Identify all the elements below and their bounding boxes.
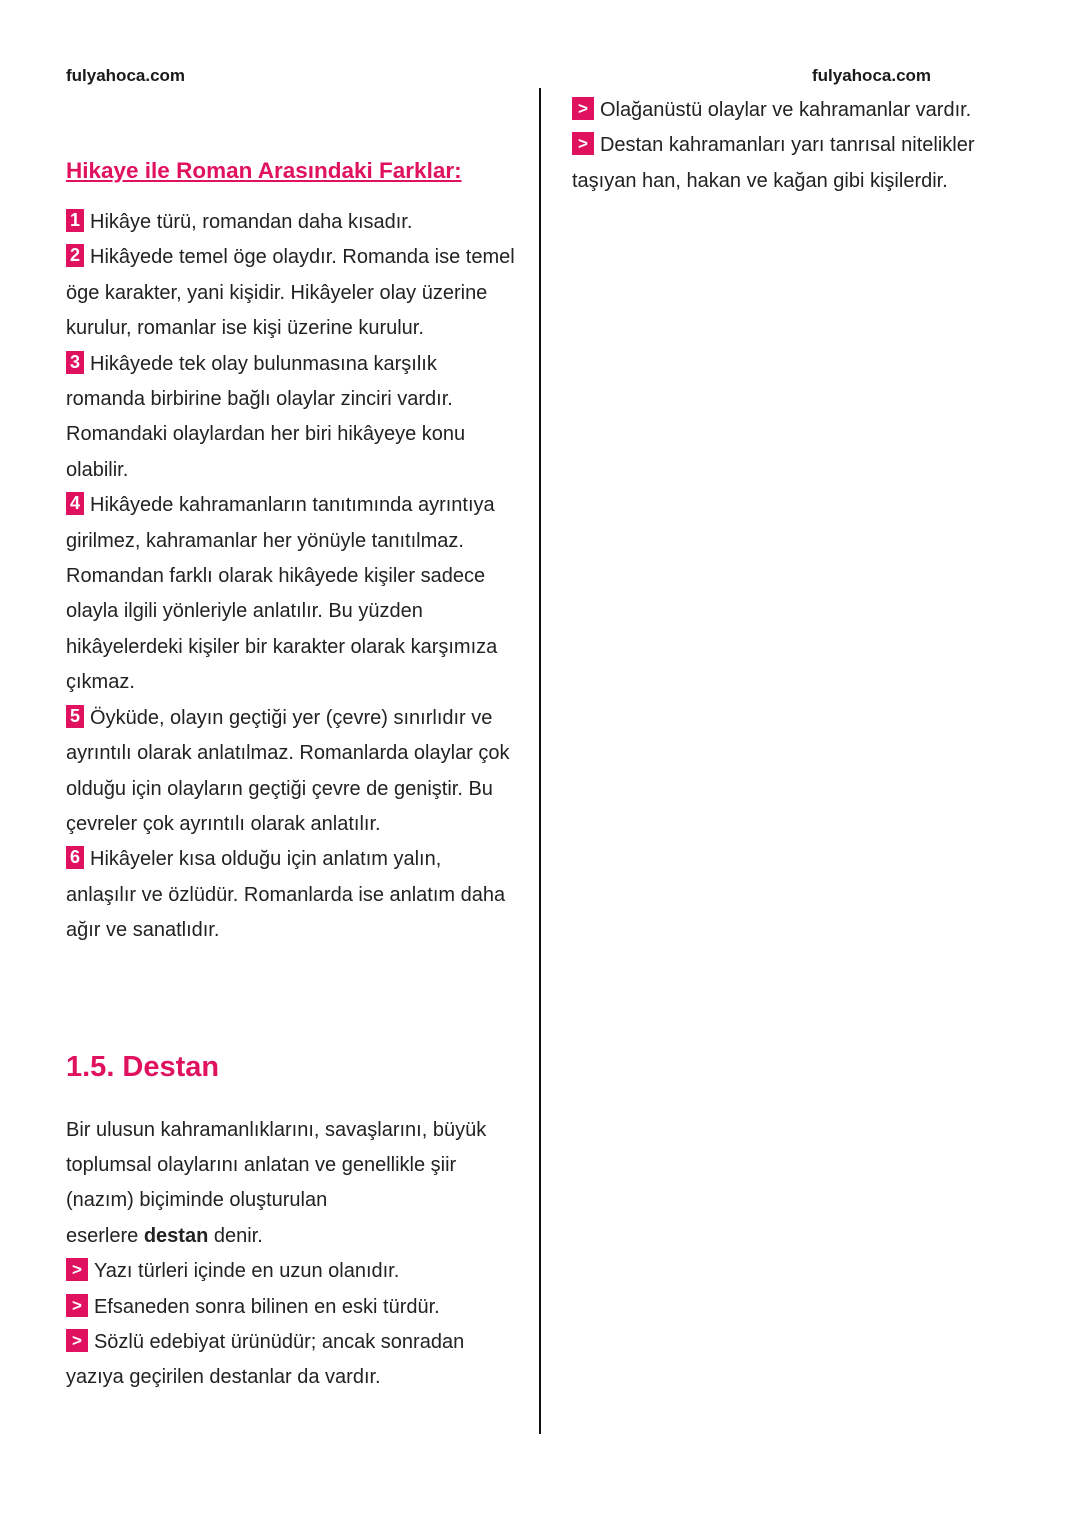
column-divider xyxy=(539,88,541,1434)
left-column xyxy=(66,153,516,1396)
right-column xyxy=(572,93,1012,199)
destan-bullet-2 xyxy=(66,1290,516,1325)
number-badge: 6 xyxy=(66,846,84,869)
number-badge: 5 xyxy=(66,705,84,728)
number-badge: 2 xyxy=(66,244,84,267)
number-badge: 1 xyxy=(66,209,84,232)
bullet-text: Efsaneden sonra bilinen en eski türdür. xyxy=(93,1295,440,1318)
arrow-badge-icon: > xyxy=(66,1258,88,1281)
destan-bullet-1 xyxy=(66,1254,516,1289)
difference-item-3 xyxy=(66,347,516,489)
arrow-badge-icon: > xyxy=(572,132,594,155)
definition-text-2: eserlere xyxy=(66,1224,139,1247)
difference-item-2 xyxy=(66,240,516,346)
arrow-badge-icon: > xyxy=(66,1294,88,1317)
differences-heading: Hikaye ile Roman Arasındaki Farklar: xyxy=(66,158,462,183)
bullet-text: Yazı türleri içinde en uzun olanıdır. xyxy=(93,1260,400,1283)
destan-bullet-3 xyxy=(66,1325,516,1396)
item-text: Hikâye türü, romandan daha kısadır. xyxy=(90,211,413,233)
section-title-destan: 1.5. Destan xyxy=(66,1050,220,1083)
number-badge: 3 xyxy=(66,351,84,374)
difference-item-1 xyxy=(66,205,516,240)
arrow-badge-icon: > xyxy=(572,97,594,120)
item-text: Hikâyede temel öge olaydır. Romanda ise temel öge karakter, yani kişidir. Hikâyeler olay üzerine kurulur, romanlar ise kişi üzerine kurulur. xyxy=(66,246,515,340)
item-text: Öyküde, olayın geçtiği yer (çevre) sınırlıdır ve ayrıntılı olarak anlatılmaz. Romanlarda olaylar çok olduğu için olayların geçtiği çevre de geniştir. Bu çevreler çok ayrıntılı olarak anlatılır. xyxy=(66,706,510,835)
definition-term: destan xyxy=(143,1224,209,1247)
arrow-badge-icon: > xyxy=(66,1329,88,1352)
destan-definition xyxy=(66,1113,516,1255)
bullet-text: Sözlü edebiyat ürünüdür; ancak sonradan yazıya geçirilen destanlar da vardır. xyxy=(66,1330,465,1389)
item-text: Hikâyeler kısa olduğu için anlatım yalın, anlaşılır ve özlüdür. Romanlarda ise anlatım daha ağır ve sanatlıdır. xyxy=(66,848,506,942)
site-name-right: fulyahoca.com xyxy=(812,66,932,85)
bullet-text: Destan kahramanları yarı tanrısal nitelikler taşıyan han, hakan ve kağan gibi kişilerdir. xyxy=(572,134,975,192)
number-badge: 4 xyxy=(66,492,84,515)
difference-item-6 xyxy=(66,842,516,948)
bullet-text: Olağanüstü olaylar ve kahramanlar vardır. xyxy=(599,99,972,121)
difference-item-4 xyxy=(66,488,516,700)
definition-text: Bir ulusun kahramanlıklarını, savaşlarını, büyük toplumsal olaylarını anlatan ve genellikle şiir (nazım) biçiminde oluşturulan xyxy=(66,1118,487,1212)
destan-bullet-5 xyxy=(572,128,1012,199)
site-name-left: fulyahoca.com xyxy=(66,66,186,85)
item-text: Hikâyede tek olay bulunmasına karşılık romanda birbirine bağlı olaylar zinciri vardır. Romandaki olaylardan her biri hikâyeye konu olabilir. xyxy=(66,352,466,481)
item-text: Hikâyede kahramanların tanıtımında ayrıntıya girilmez, kahramanlar her yönüyle tanıtılmaz. Romandan farklı olarak hikâyede kişiler sadece olayla ilgili yönleriyle anlatılır. Bu yüzden hikâyelerdeki kişiler bir karakter olarak karşımıza çıkmaz. xyxy=(66,494,498,694)
destan-bullet-4 xyxy=(572,93,1012,128)
difference-item-5 xyxy=(66,701,516,843)
definition-end: denir. xyxy=(213,1224,263,1247)
